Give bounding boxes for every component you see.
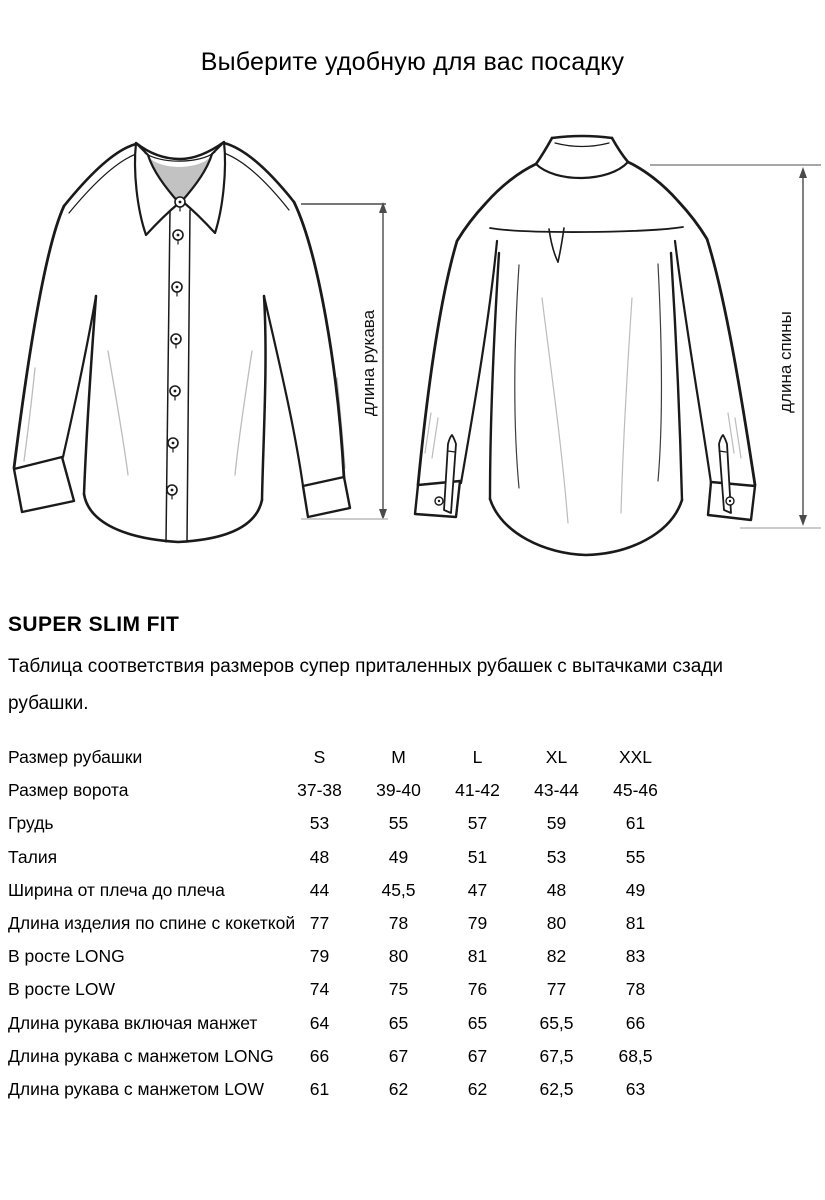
table-row-label: Ширина от плеча до плеча (8, 879, 225, 900)
table-cell: 67 (388, 1045, 409, 1066)
table-cell: 65,5 (539, 1012, 574, 1033)
size-column-header: M (391, 747, 406, 768)
fit-description: Таблица соответствия размеров супер приталенных рубашек с вытачками сзади рубашки. (8, 656, 724, 714)
size-column-header: S (313, 747, 326, 768)
table-cell: 66 (625, 1012, 646, 1033)
fit-heading: SUPER SLIM FIT (8, 613, 180, 636)
table-cell: 49 (388, 846, 409, 867)
size-table-row-header: Размер рубашки (8, 747, 143, 768)
table-row-label: В росте LONG (8, 946, 125, 967)
table-cell: 51 (467, 846, 488, 867)
table-cell: 82 (546, 946, 567, 967)
table-cell: 43-44 (534, 780, 579, 801)
table-cell: 78 (625, 979, 646, 1000)
table-cell: 61 (625, 813, 646, 834)
table-row-label: Длина рукава с манжетом LONG (8, 1045, 274, 1066)
table-cell: 66 (309, 1045, 330, 1066)
table-cell: 41-42 (455, 780, 500, 801)
table-cell: 57 (467, 813, 488, 834)
table-cell: 78 (388, 913, 409, 934)
table-cell: 48 (309, 846, 330, 867)
table-cell: 62 (388, 1078, 409, 1099)
table-cell: 81 (467, 946, 488, 967)
table-cell: 48 (546, 879, 567, 900)
table-cell: 45-46 (613, 780, 658, 801)
table-cell: 76 (467, 979, 488, 1000)
size-column-header: XXL (618, 747, 653, 768)
table-cell: 55 (625, 846, 646, 867)
table-cell: 79 (309, 946, 330, 967)
table-cell: 68,5 (618, 1045, 653, 1066)
table-cell: 53 (309, 813, 330, 834)
table-row-label: В росте LOW (8, 979, 116, 1000)
shirt-back-drawing-icon (405, 113, 825, 578)
table-cell: 62,5 (539, 1078, 574, 1099)
cuff-placket-icons (435, 435, 734, 513)
page-title: Выберите удобную для вас посадку (200, 48, 625, 76)
table-row-label: Длина изделия по спине с кокеткой (8, 913, 296, 934)
table-cell: 65 (388, 1012, 409, 1033)
table-cell: 62 (467, 1078, 488, 1099)
table-row-label: Длина рукава с манжетом LOW (8, 1078, 265, 1099)
table-cell: 80 (388, 946, 409, 967)
table-cell: 79 (467, 913, 488, 934)
table-cell: 37-38 (297, 780, 342, 801)
table-cell: 83 (625, 946, 646, 967)
table-cell: 80 (546, 913, 567, 934)
table-cell: 75 (388, 979, 409, 1000)
table-cell: 47 (467, 879, 488, 900)
table-cell: 81 (625, 913, 646, 934)
size-table (8, 741, 675, 1106)
size-column-header: XL (545, 747, 568, 768)
table-cell: 39-40 (376, 780, 421, 801)
size-column-header: L (472, 747, 483, 768)
table-cell: 53 (546, 846, 567, 867)
table-cell: 65 (467, 1012, 488, 1033)
table-row-label: Грудь (8, 813, 54, 834)
table-cell: 67 (467, 1045, 488, 1066)
table-cell: 49 (625, 879, 646, 900)
table-cell: 55 (388, 813, 409, 834)
back-length-label: длина спины (776, 311, 795, 413)
table-cell: 67,5 (539, 1045, 574, 1066)
table-cell: 44 (309, 879, 330, 900)
table-cell: 77 (309, 913, 330, 934)
table-cell: 64 (309, 1012, 330, 1033)
table-row-label: Талия (8, 846, 58, 867)
table-row-label: Длина рукава включая манжет (8, 1012, 258, 1033)
table-cell: 77 (546, 979, 567, 1000)
table-cell: 45,5 (381, 879, 416, 900)
table-cell: 63 (625, 1078, 646, 1099)
table-cell: 61 (309, 1078, 330, 1099)
table-cell: 59 (546, 813, 567, 834)
shirt-front-drawing-icon (5, 113, 390, 568)
sleeve-length-label: длина рукава (359, 309, 378, 417)
table-row-label: Размер ворота (8, 780, 129, 801)
table-cell: 74 (309, 979, 330, 1000)
